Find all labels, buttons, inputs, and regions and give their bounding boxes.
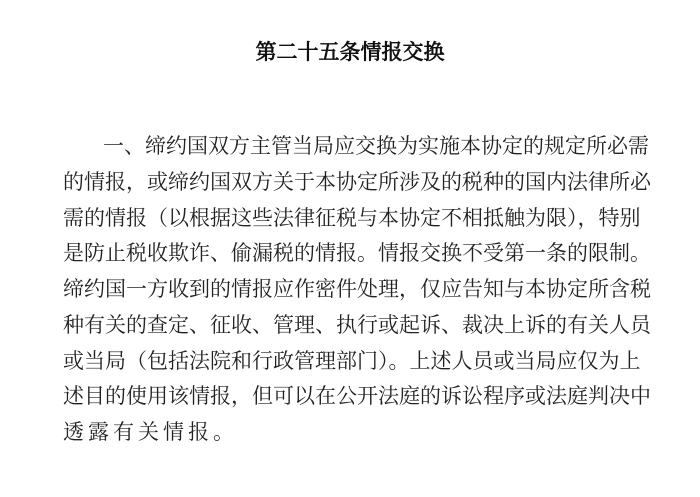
- article-title: 第二十五条情报交换: [255, 40, 445, 64]
- paragraph-line: 是防止税收欺诈、偷漏税的情报。情报交换不受第一条的限制。: [63, 241, 651, 265]
- paragraph-line: 种有关的查定、征收、管理、执行或起诉、裁决上诉的有关人员: [63, 313, 651, 337]
- paragraph-line: 或当局（包括法院和行政管理部门）。上述人员或当局应仅为上: [63, 349, 641, 373]
- paragraph-line: 缔约国一方收到的情报应作密件处理，仅应告知与本协定所含税: [63, 277, 651, 301]
- paragraph-line: 透露有关情报。: [63, 420, 238, 444]
- paragraph-line: 需的情报（以根据这些法律征税与本协定不相抵触为限），特别: [63, 206, 641, 230]
- paragraph-line: 述目的使用该情报，但可以在公开法庭的诉讼程序或法庭判决中: [63, 384, 651, 408]
- paragraph-line: 的情报，或缔约国双方关于本协定所涉及的税种的国内法律所必: [63, 170, 651, 194]
- paragraph-line: 一、缔约国双方主管当局应交换为实施本协定的规定所必需: [103, 134, 649, 158]
